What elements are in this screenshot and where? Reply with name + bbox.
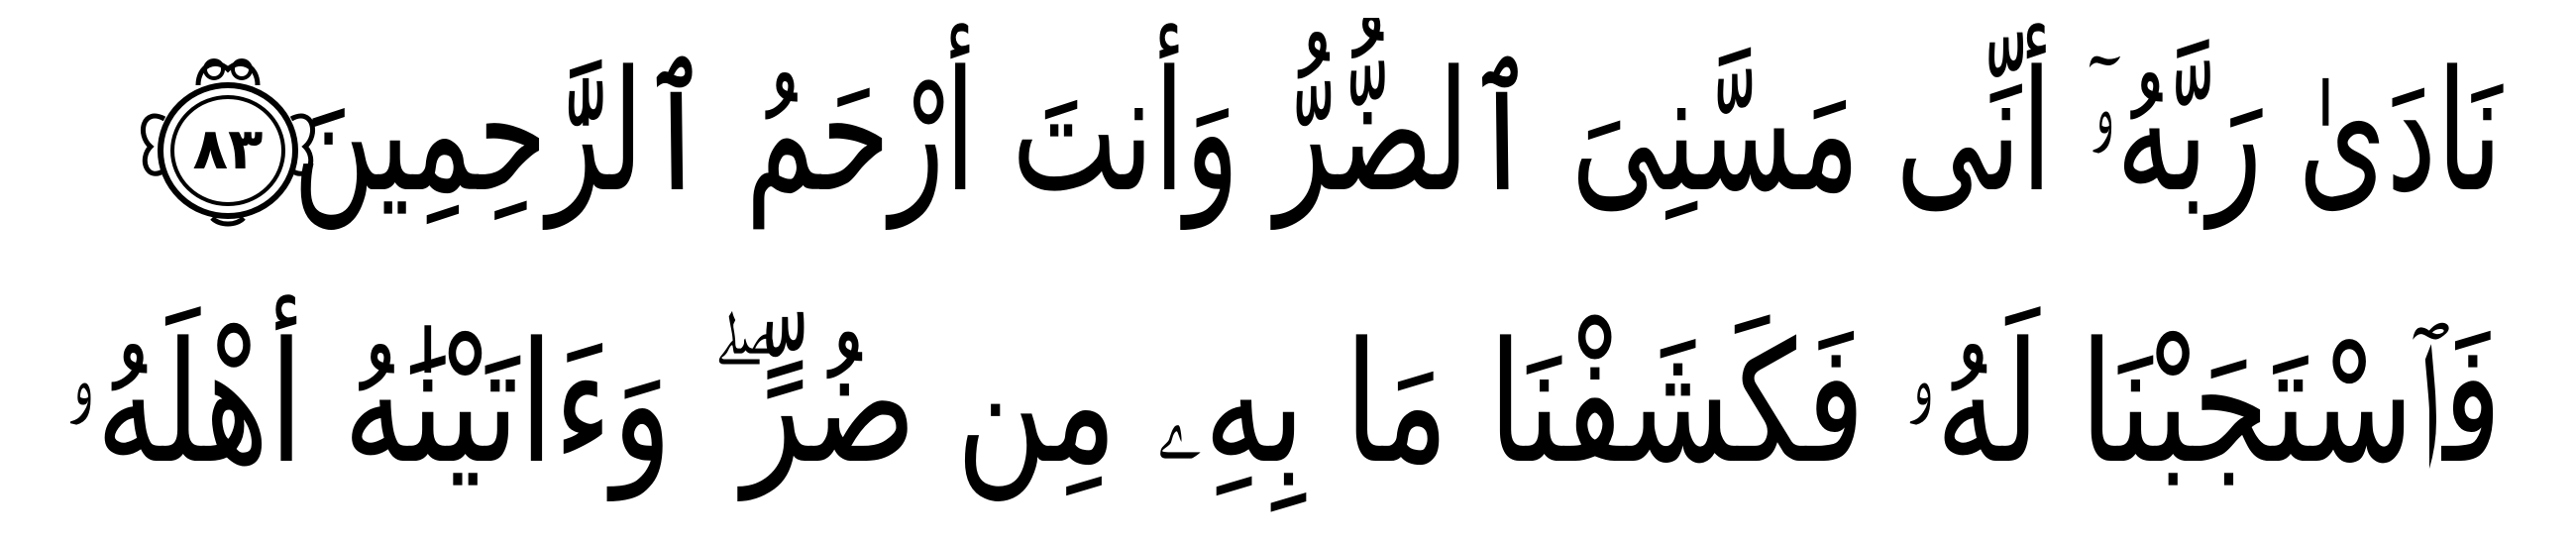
- verse-line-1-text: نَادَىٰ رَبَّهُۥٓ أَنِّى مَسَّنِىَ ٱلضُّرُّ وَأَنتَ أَرْحَمُ ٱلرَّٰحِمِينَ: [292, 35, 2502, 229]
- ayah-number: ٨٣: [192, 115, 264, 182]
- verse-line-2: [59, 289, 2507, 517]
- verse-line-1: [59, 18, 2507, 246]
- verse-line-2-text: فَٱسْتَجَبْنَا لَهُۥ فَكَشَفْنَا مَا بِهِۦ مِن ضُرٍّ ۖ وَءَاتَيْنَٰهُ أَهْلَهُۥ: [64, 306, 2502, 500]
- ayah-end-marker: [129, 48, 327, 236]
